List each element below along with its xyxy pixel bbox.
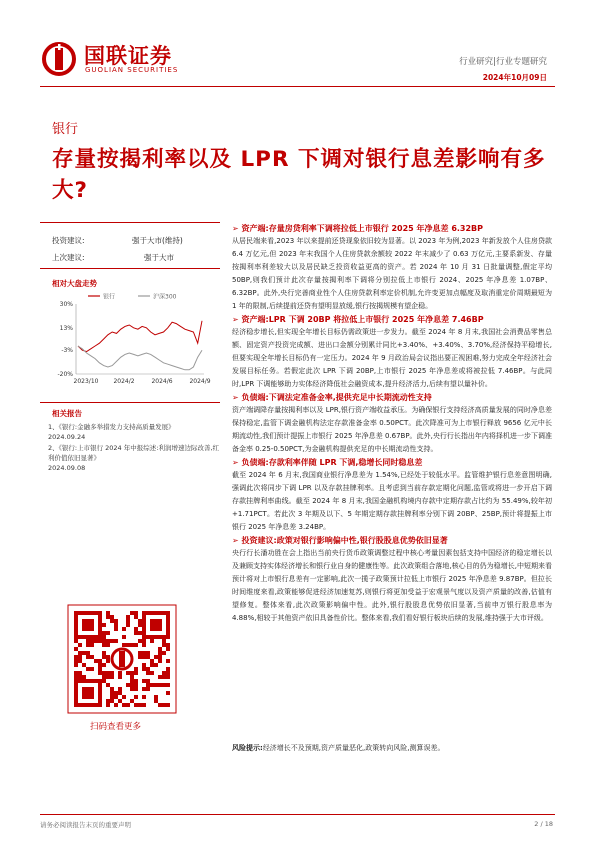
report-body: [232, 222, 552, 625]
section-body: 经济稳步增长,但实现全年增长目标仍需政策进一步发力。截至 2024 年 8 月末,我国社会消费品零售总额、固定资产投资完成额、进出口金额分别累计同比+3.40%、+3.40%、3.70%,经济保持平稳增长,但要实现全年增长目标仍有一定压力。2024 年 9 月政治局会议指出要正视困难,努力完成全年经济社会发展目标任务。若假定此次 LPR 下调 20BP,上市银行 2025 年净息差或将被拉低 7.46BP。与此同时,LPR 下调能够助力实体经济降低社会融资成本,提升经济活力,后续有望以量补价。: [232, 328, 552, 388]
y-tick-label: 13%: [59, 324, 73, 332]
footer-divider: [40, 814, 555, 815]
report-category: 行业研究|行业专题研究: [459, 57, 547, 67]
series-line-银行: [78, 321, 202, 352]
qr-code-icon[interactable]: [68, 605, 176, 713]
page-number: 2 / 18: [534, 820, 553, 828]
report-date: 2024年10月09日: [482, 73, 547, 82]
legend-label: 银行: [103, 293, 116, 301]
risk-label: 风险提示:: [232, 744, 263, 752]
section-body: 资产端调降存量按揭利率以及 LPR,银行资产端收益承压。为确保银行支持经济高质量发展的同时净息差保持稳定,监管下调金融机构法定存款准备金率 0.50PCT。此次降准可为上市银行释放 9656 亿元中长期流动性,我们预计提振上市银行 2025 年净息差 0.67BP。此外,央行行长指出年内将择机进一步下调准备金率 0.25-0.50PCT,为金融机构提供充足的中长期流动性支持。: [232, 406, 552, 453]
invest-rating: 强于大市(维持): [132, 236, 183, 245]
sidebar-divider: [40, 222, 220, 223]
related-report-text: 2、《银行:上市银行 2024 年中报综述:利润增速边际改善,红利价值依旧显著》: [48, 444, 220, 462]
y-tick-label: -20%: [57, 371, 73, 378]
section-body: 央行行长潘功胜在会上指出当前央行货币政策调整过程中核心考量因素包括支持中国经济的稳定增长以及兼顾支持实体经济增长和银行业自身的健康性等。此次政策组合落地,核心目的仍为稳增长,中短期来看预计将对上市银行息差有一定影响,此次一揽子政策预计拉低上市银行 2025 年净息差 9.87BP。但拉长时间维度来看,政策能够促进经济加速复苏,则银行将更加受益于宏观景气度以及资产质量的改善,估值有望修复。整体来看,此次政策影响偏中性。此外,银行股股息优势依旧显著,当前申万银行股息率为 4.88%,相较于其他资产依旧具备性价比。整体来看,我们看好银行板块后续的发展,维持强于大市评级。: [232, 549, 552, 622]
related-report-text: 1、《银行:金融多举措发力支持高质量发展》: [48, 423, 175, 431]
related-report-2[interactable]: [48, 443, 220, 473]
x-tick-label: 2024/9: [189, 378, 211, 385]
section-heading: ➢ 负债端:存款利率伴随 LPR 下调,稳增长同时稳息差: [232, 458, 423, 467]
section-body: 截至 2024 年 6 月末,我国商业银行净息差为 1.54%,已经处于较低水平。监管维护银行息差意图明确,强调此次将同步下调 LPR 以及存款挂牌利率。且考虑到当前存款定期化问题,监管或将进一步开启下调存款挂牌利率曲线。截至 2024 年 8 月末,我国金融机构境内存款中定期存款占比约为 55.49%,较年初+1.71PCT。若此次 3 年期及以下、5 年期定期存款挂牌利率分别下调 20BP、25BP,预计将提振上市银行 2025 年净息差 3.24BP。: [232, 471, 552, 531]
prev-rating: 强于大市: [144, 253, 174, 262]
x-tick-label: 2024/2: [113, 378, 135, 385]
related-report-1[interactable]: [48, 422, 220, 442]
risk-warning: [232, 742, 552, 754]
industry-label: 银行: [52, 122, 79, 137]
x-tick-label: 2023/10: [73, 378, 99, 385]
qr-caption: 扫码查看更多: [90, 722, 142, 732]
related-report-date: 2024.09.24: [48, 433, 86, 441]
page-title: 存量按揭利率以及 LPR 下调对银行息差影响有多大?: [52, 147, 546, 203]
guolian-logo-icon: [42, 42, 76, 76]
section-heading: ➢ 负债端:下调法定准备金率,提供充足中长期流动性支持: [232, 393, 432, 402]
risk-text: 经济增长不及预期,资产质量恶化,政策转向风险,测算误差。: [262, 744, 445, 752]
footer-disclaimer: 请务必阅读报告末页的重要声明: [40, 821, 131, 829]
header-divider: [40, 86, 555, 87]
prev-label: 上次建议:: [52, 253, 85, 262]
section-heading: ➢ 资产端:存量房贷利率下调将拉低上市银行 2025 年净息差 6.32BP: [232, 224, 484, 233]
series-line-沪深300: [78, 346, 202, 370]
relative-trend-chart: [48, 290, 211, 395]
sidebar-divider: [40, 402, 220, 403]
logo-wordmark: 国联证券: [84, 44, 172, 68]
y-tick-label: -3%: [61, 347, 73, 355]
section-heading: ➢ 资产端:LPR 下调 20BP 将拉低上市银行 2025 年净息差 7.46BP: [232, 315, 484, 324]
legend-label: 沪深300: [153, 293, 177, 301]
trend-title: 相对大盘走势: [52, 279, 97, 288]
section-body: 从居民端来看,2023 年以来提前还贷现象依旧较为显著。以 2023 年为例,2023 年新发放个人住房贷款 6.4 万亿元,但 2023 年末我国个人住房贷款余额较 2022 年末减少了 0.63 万亿元,主要系新发、存量按揭利率利差较大以及居民缺乏投资收益更高的资产。若 2024 年 10 月 31 日批量调整,假定平均 50BP,则我们预计此次存量按揭利率下调将分别拉低上市银行 2024、2025 年净息差 1.07BP、6.32BP。此外,央行完善商业性个人住房贷款利率定价机制,允许变更加点幅度及取消重定价周期最短为 1 年的限制,后续提前还贷有望明显放缓,银行按揭规模有望企稳。: [232, 237, 552, 310]
y-tick-label: 30%: [59, 301, 73, 308]
related-report-date: 2024.09.08: [48, 464, 86, 472]
related-reports-title: 相关报告: [52, 409, 82, 418]
x-tick-label: 2024/6: [151, 378, 173, 385]
invest-label: 投资建议:: [52, 236, 85, 245]
section-heading: ➢ 投资建议:政策对银行影响偏中性,银行股股息优势依旧显著: [232, 536, 448, 545]
logo-english: GUOLIAN SECURITIES: [85, 66, 179, 74]
sidebar-divider: [40, 268, 220, 269]
